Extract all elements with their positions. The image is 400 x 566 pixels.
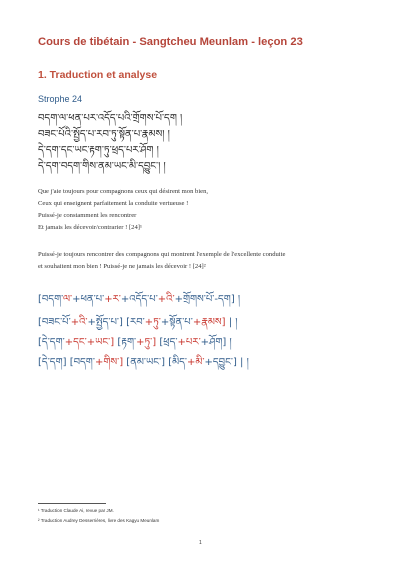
tibetan-verse-line-1: བདག་ལ་ཕན་པར་འདོད་པའི་གྲོགས་པོ་དག ། [38,113,183,124]
analysis-particle: +རྣམས] [192,317,226,328]
tibetan-verse-line-3: དེ་དག་དང་ཡང་རྟག་ཏུ་ཕྲད་པར་ཤོག ། [38,145,159,156]
analysis-particle: +ཏུ་] [136,337,157,348]
analysis-segment: +འདོད་པ་ [120,294,158,305]
analysis-segment: [ནམ་ཡང་] [མིད་ [123,357,188,368]
analysis-particle: +འི་ [157,294,175,305]
analysis-line-4 [38,356,249,370]
translation-2-line-1: Puissé-je toujours rencontrer des compagnons qui montrent l'exemple de l'excellente conduite [38,251,286,258]
analysis-segment: [ཕྲད་ [156,337,178,348]
analysis-line-1 [38,293,240,307]
analysis-particle: ལ་ [62,294,73,305]
analysis-segment: [དེ་དག] [བདག་ [38,357,95,368]
analysis-segment: | ། [225,317,238,328]
analysis-particle: +གིས་] [94,357,124,368]
translation-1-line-2: Ceux qui enseignent parfaitement la conduite vertueuse ! [38,200,189,207]
translation-1-line-3: Puissé-je constamment les rencontrer [38,212,137,219]
analysis-segment: +གྲོགས་པོ་-དག] ། [174,294,241,305]
analysis-particle: +ར་ [104,294,121,305]
document-title: Cours de tibétain - Sangtcheu Meunlam - leçon 23 [38,36,303,48]
analysis-segment: [བཟང་པོ་ [38,317,71,328]
analysis-line-3 [38,336,232,350]
analysis-line-2 [38,316,238,330]
tibetan-verse-line-2: བཟང་པོའི་སྤྱོད་པ་རབ་ཏུ་སྟོན་པ་རྣམས། ། [38,129,170,140]
section-heading: 1. Traduction et analyse [38,69,158,81]
translation-1-line-1: Que j'aie toujours pour compagnons ceux qui désirent mon bien, [38,188,209,195]
analysis-particle: +མི་ [187,357,205,368]
tibetan-verse-line-4: དེ་དག་བདག་གིས་ནམ་ཡང་མི་དབྱུང་། ། [38,161,166,172]
analysis-particle: +འི་ [70,317,88,328]
analysis-particle: +ཏུ་ [144,317,161,328]
analysis-segment: [དེ་དག་ [38,337,65,348]
analysis-segment: +ཕན་པ་ [72,294,105,305]
translation-1-line-4: Et jamais les décevoir/contrarier ! [24]¹ [38,224,142,231]
analysis-segment: [རྟག་ [114,337,137,348]
analysis-segment: [བདག་ [38,294,63,305]
page-number: 1 [199,540,202,546]
subsection-heading: Strophe 24 [38,94,83,104]
footnote-separator [38,503,106,504]
analysis-segment: +དབྱུང་] | ། [204,357,249,368]
analysis-particle: +པར་ [177,337,201,348]
analysis-segment: +སྤྱོད་པ་] [རབ་ [87,317,145,328]
analysis-segment: +སྟོན་པ་ [160,317,193,328]
analysis-particle: +དང་+ཡང་] [64,337,115,348]
footnote-2: ² Traduction Audrey Desserrières, livre des Kagyu Meunlam [38,518,160,523]
translation-2-line-2: et souhaitent mon bien ! Puissé-je ne jamais les décevoir ! [24]² [38,263,206,270]
footnote-1: ¹ Traduction Claude Ai, revue par JM. [38,508,114,513]
analysis-segment: +ཤོག] ། [200,337,232,348]
